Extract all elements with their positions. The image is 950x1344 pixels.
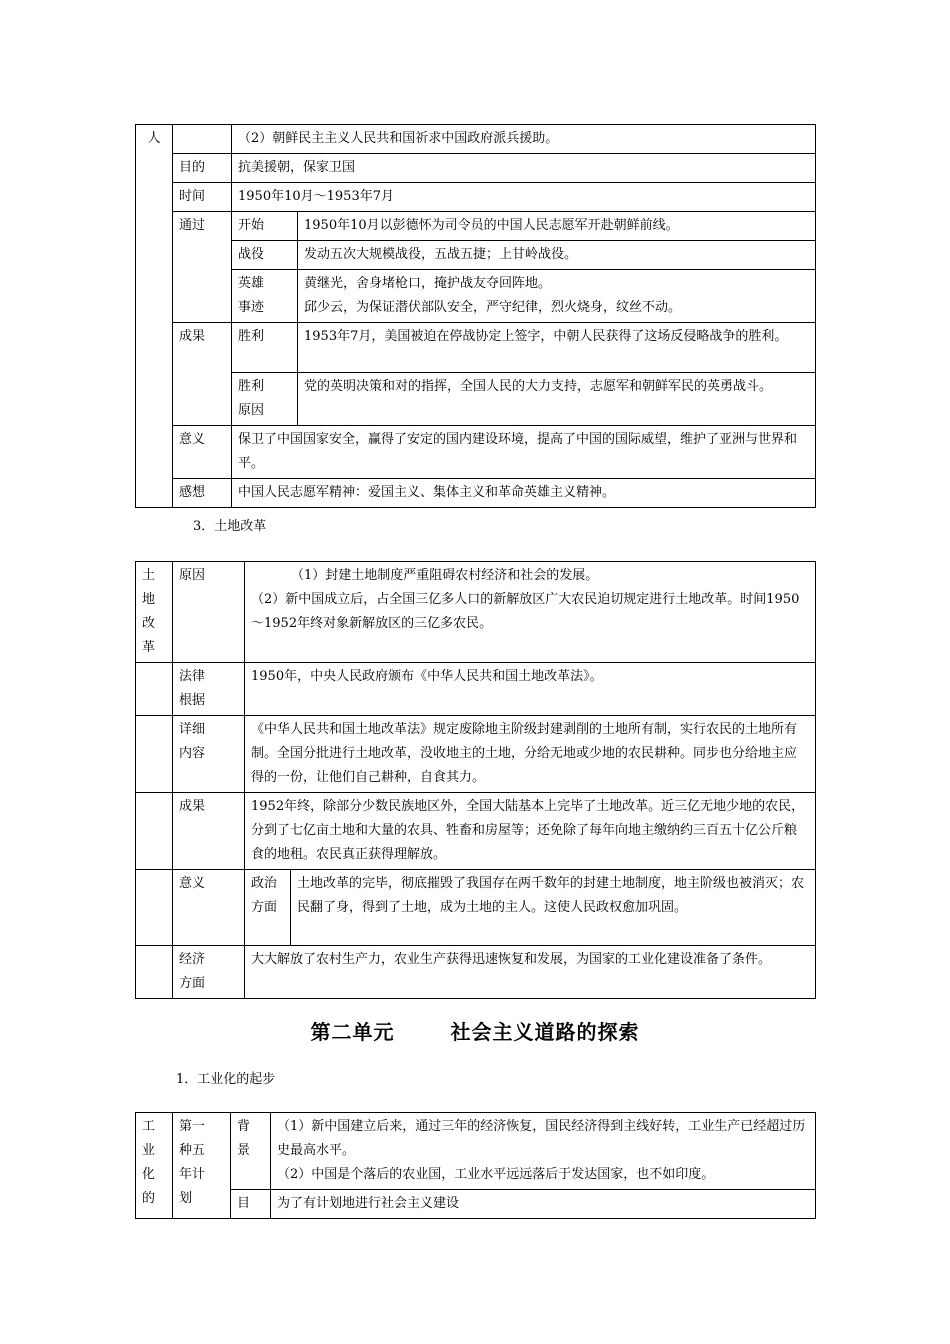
start-label: 开始 <box>232 212 298 241</box>
background-label-line1: 背 <box>237 1119 251 1134</box>
side-char-1: 工 <box>142 1119 156 1134</box>
detail-text: 《中华人民共和国土地改革法》规定废除地主阶级封建剥削的土地所有制，实行农民的土地所有制。全国分批进行土地改革，没收地主的土地，分给无地或少地的农民耕种。同步也分给地主应得的一份，让他们自己耕种，自食其力。 <box>245 716 816 793</box>
industrialization-table <box>135 1112 816 1219</box>
request-text: （2）朝鲜民主主义人民共和国祈求中国政府派兵援助。 <box>232 125 816 154</box>
time-label: 时间 <box>173 183 232 212</box>
economy-label-line2: 方面 <box>179 976 206 991</box>
purpose-label: 目的 <box>173 154 232 183</box>
purpose-text: 抗美援朝，保家卫国 <box>232 154 816 183</box>
victory-reason-text: 党的英明决策和对的指挥，全国人民的大力支持，志愿军和朝鲜军民的英勇战斗。 <box>298 373 816 426</box>
empty-side-cell <box>136 663 173 716</box>
hero-text-line1: 黄继光，舍身堵枪口，掩护战友夺回阵地。 <box>304 276 552 291</box>
unit-title-left: 第二单元 <box>310 1020 395 1044</box>
side-char-4: 的 <box>142 1191 156 1206</box>
unit-title-right: 社会主义道路的探索 <box>450 1020 640 1044</box>
goal-label: 目 <box>231 1190 271 1219</box>
law-text: 1950年，中央人民政府颁布《中华人民共和国土地改革法》。 <box>245 663 816 716</box>
victory-label: 胜利 <box>232 323 298 373</box>
feel-text: 中国人民志愿军精神：爱国主义、集体主义和革命英雄主义精神。 <box>232 479 816 508</box>
background-text <box>271 1113 816 1190</box>
politics-label-line1: 政治 <box>251 876 278 891</box>
plan-line-4: 划 <box>179 1191 193 1206</box>
side-char-4: 革 <box>142 640 156 655</box>
unit-title <box>0 1016 950 1045</box>
victory-reason-label-line1: 胜利 <box>238 379 265 394</box>
law-label <box>173 663 245 716</box>
result-text: 1952年终，除部分少数民族地区外，全国大陆基本上完毕了土地改革。近三亿无地少地的农民，分到了七亿亩土地和大量的农具、牲畜和房屋等；还免除了每年向地主缴纳约三百五十亿公斤粮食的地租。农民真正获得理解放。 <box>245 793 816 870</box>
side-char-2: 地 <box>142 592 156 607</box>
cause-text-2: （2）新中国成立后，占全国三亿多人口的新解放区广大农民迫切规定进行土地改革。时间1950～1952年终对象新解放区的三亿多农民。 <box>251 592 800 631</box>
empty-side-cell <box>136 870 173 946</box>
plan-line-2: 种五 <box>179 1143 206 1158</box>
five-year-plan-label <box>173 1113 231 1219</box>
background-label <box>231 1113 271 1190</box>
table1-side-label: 人 <box>136 125 173 508</box>
resist-us-aid-korea-table <box>135 124 816 508</box>
empty-side-cell <box>136 793 173 870</box>
law-label-line1: 法律 <box>179 669 206 684</box>
economy-text: 大大解放了农村生产力，农业生产获得迅速恢复和发展，为国家的工业化建设准备了条件。 <box>245 946 816 999</box>
land-reform-side-label <box>136 562 173 663</box>
hero-label-line1: 英雄 <box>238 276 265 291</box>
politics-text: 土地改革的完毕，彻底摧毁了我国存在两千数年的封建土地制度，地主阶级也被消灭；农民翻了身，得到了土地，成为土地的主人。这使人民政权愈加巩固。 <box>291 870 816 946</box>
land-reform-table <box>135 561 816 999</box>
goal-text: 为了有计划地进行社会主义建设 <box>271 1190 816 1219</box>
cause-text <box>245 562 816 663</box>
empty-side-cell <box>136 946 173 999</box>
time-text: 1950年10月～1953年7月 <box>232 183 816 212</box>
battle-text: 发动五次大规模战役，五战五捷；上甘岭战役。 <box>298 241 816 270</box>
empty-side-cell <box>136 716 173 793</box>
result-label: 成果 <box>173 793 245 870</box>
result-label: 成果 <box>173 323 232 426</box>
process-label: 通过 <box>173 212 232 323</box>
hero-text <box>298 270 816 323</box>
side-char-1: 土 <box>142 568 156 583</box>
detail-label-line1: 详细 <box>179 722 206 737</box>
side-char-3: 化 <box>142 1167 156 1182</box>
side-char-2: 业 <box>142 1143 156 1158</box>
plan-line-1: 第一 <box>179 1119 206 1134</box>
feel-label: 感想 <box>173 479 232 508</box>
hero-text-line2: 邱少云，为保证潜伏部队安全，严守纪律，烈火烧身，纹丝不动。 <box>304 300 682 315</box>
side-char-3: 改 <box>142 616 156 631</box>
cause-text-1: （1）封建土地制度严重阻碍农村经济和社会的发展。 <box>291 568 599 583</box>
detail-label-line2: 内容 <box>179 746 206 761</box>
detail-label <box>173 716 245 793</box>
meaning-label: 意义 <box>173 426 232 479</box>
politics-label-line2: 方面 <box>251 900 278 915</box>
industrialization-side-label <box>136 1113 173 1219</box>
background-text-1: （1）新中国建立后来，通过三年的经济恢复，国民经济得到主线好转，工业生产已经超过历史最高水平。 <box>277 1119 806 1158</box>
background-label-line2: 景 <box>237 1143 251 1158</box>
victory-text: 1953年7月，美国被迫在停战协定上签字，中朝人民获得了这场反侵略战争的胜利。 <box>298 323 816 373</box>
table1-empty-cell <box>173 125 232 154</box>
victory-reason-label-line2: 原因 <box>238 403 265 418</box>
meaning-label: 意义 <box>173 870 245 946</box>
start-text: 1950年10月以彭德怀为司令员的中国人民志愿军开赴朝鲜前线。 <box>298 212 816 241</box>
plan-line-3: 年计 <box>179 1167 206 1182</box>
section-title-land-reform: 3．土地改革 <box>193 519 267 534</box>
section-title-industrialization: 1．工业化的起步 <box>176 1072 276 1087</box>
cause-label: 原因 <box>173 562 245 663</box>
law-label-line2: 根据 <box>179 693 206 708</box>
battle-label: 战役 <box>232 241 298 270</box>
economy-label <box>173 946 245 999</box>
victory-reason-label <box>232 373 298 426</box>
hero-label <box>232 270 298 323</box>
politics-label <box>245 870 291 946</box>
meaning-text: 保卫了中国国家安全，赢得了安定的国内建设环境，提高了中国的国际威望，维护了亚洲与世界和平。 <box>232 426 816 479</box>
background-text-2: （2）中国是个落后的农业国，工业水平远远落后于发达国家，也不如印度。 <box>277 1167 715 1182</box>
economy-label-line1: 经济 <box>179 952 206 967</box>
hero-label-line2: 事迹 <box>238 300 265 315</box>
